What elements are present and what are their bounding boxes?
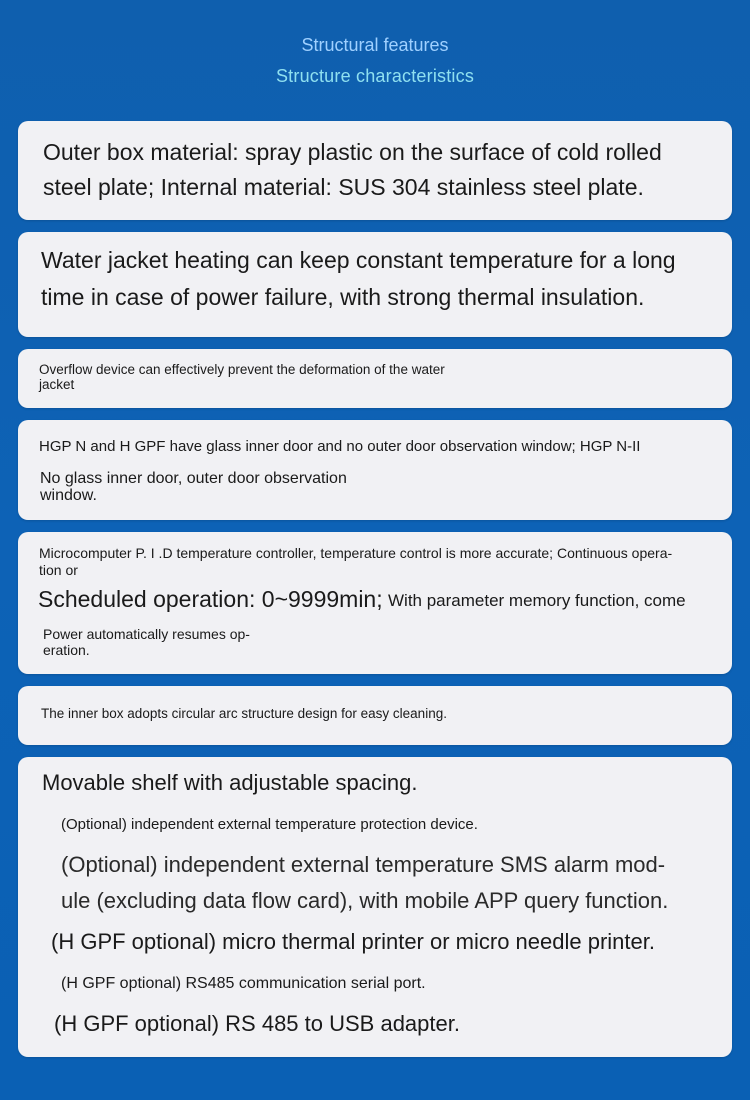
feature-text-line: (H GPF optional) micro thermal printer or micro needle printer.	[51, 929, 655, 954]
feature-text-line: The inner box adopts circular arc structure design for easy cleaning.	[41, 706, 447, 721]
feature-text-line: Power automatically resumes op-	[43, 626, 250, 642]
feature-card-material	[18, 121, 732, 220]
feature-text-line: (H GPF optional) RS 485 to USB adapter.	[54, 1011, 460, 1036]
feature-text-line: window.	[40, 487, 97, 504]
feature-text-line: eration.	[43, 642, 90, 658]
feature-text-line: Overflow device can effectively prevent the deformation of the water	[39, 362, 445, 377]
section-subtitle: Structure characteristics	[275, 66, 475, 86]
feature-text-line: HGP N and H GPF have glass inner door and no outer door observation window; HGP N-II	[39, 438, 641, 455]
feature-text-line: Scheduled operation: 0~9999min;	[38, 586, 383, 612]
feature-card-inner-box	[18, 686, 732, 745]
feature-text-line: steel plate; Internal material: SUS 304 stainless steel plate.	[43, 174, 644, 200]
feature-text-line: (Optional) independent external temperature SMS alarm mod-	[61, 852, 666, 877]
feature-card-overflow	[18, 349, 732, 408]
feature-text-line: No glass inner door, outer door observation	[40, 470, 347, 487]
feature-card-water-jacket	[18, 232, 732, 337]
feature-card-controller	[18, 532, 732, 674]
feature-text-line: time in case of power failure, with strong thermal insulation.	[41, 284, 645, 310]
feature-text-line: Microcomputer P. I .D temperature controller, temperature control is more accurate; Continuous opera-	[39, 545, 673, 561]
section-title: Structural features	[301, 35, 449, 55]
feature-text-line: (Optional) independent external temperature protection device.	[61, 816, 478, 833]
feature-text-line: ule (excluding data flow card), with mobile APP query function.	[61, 888, 669, 913]
feature-text-line: jacket	[39, 377, 75, 392]
feature-text-line: Water jacket heating can keep constant temperature for a long	[41, 247, 676, 273]
feature-text-line: tion or	[39, 562, 78, 578]
feature-text-line: With parameter memory function, come	[388, 591, 686, 610]
feature-text-line: (H GPF optional) RS485 communication serial port.	[61, 975, 426, 992]
feature-card-options	[18, 757, 732, 1057]
feature-card-doors	[18, 420, 732, 520]
feature-text-line: Outer box material: spray plastic on the surface of cold rolled	[43, 139, 662, 165]
feature-text-line: Movable shelf with adjustable spacing.	[42, 770, 418, 795]
